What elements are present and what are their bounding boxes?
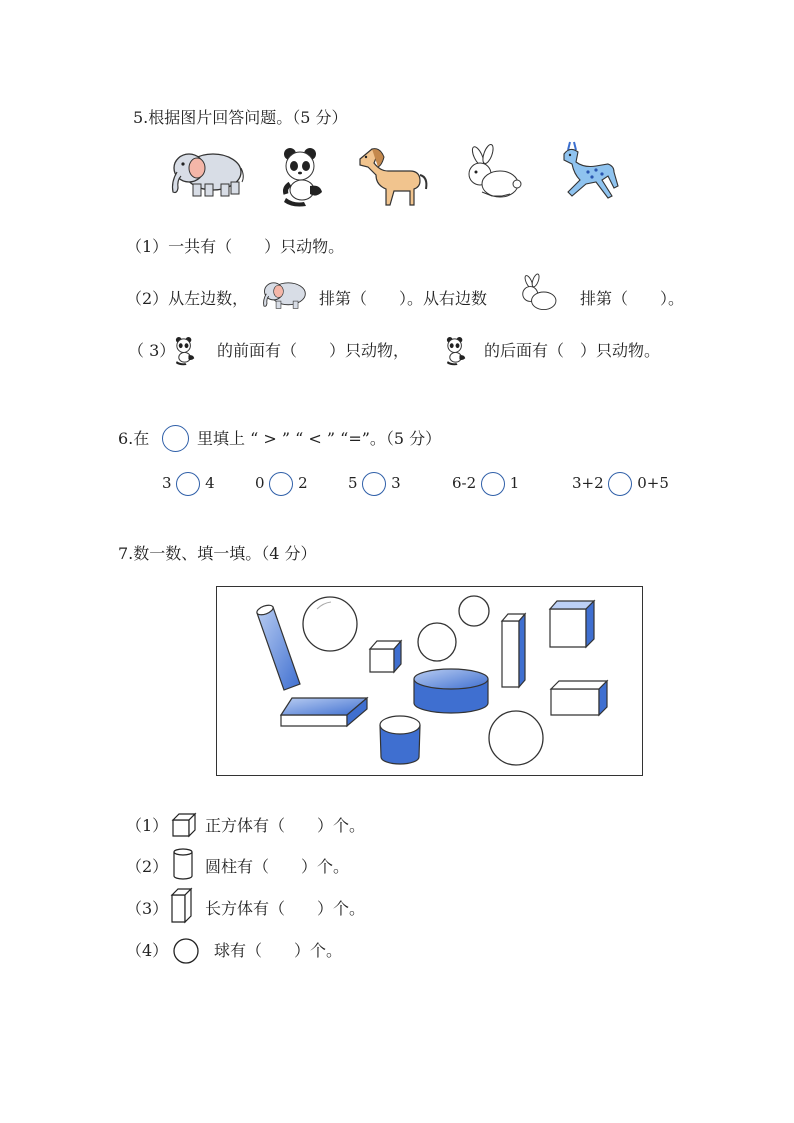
q7-row-3-num: （3） [126, 899, 169, 918]
cuboid-icon [170, 888, 194, 928]
q6-item-5-right: 0+5 [637, 474, 669, 492]
cube-large [550, 601, 594, 647]
cube-small [370, 641, 401, 672]
compare-circle-2[interactable] [269, 472, 293, 496]
rabbit-small-icon [518, 276, 560, 316]
horse-icon [354, 145, 430, 213]
q6-title-post: 里填上 “ > ” “ < ” “=”。（5 分） [197, 429, 442, 448]
panda-small-icon-1 [172, 333, 202, 373]
elephant-small-icon [259, 278, 309, 316]
q7-row-4-num: （4） [126, 941, 169, 960]
q7-row-1-num: （1） [126, 816, 169, 835]
q6-title-pre: 6.在 [118, 429, 150, 448]
q5-sub2-part2: 排第（ ）。从右边数 [319, 289, 488, 308]
sphere-small [459, 596, 489, 626]
cuboid-tall [502, 614, 525, 687]
elephant-icon [165, 148, 247, 204]
cuboid-slab [281, 698, 367, 726]
compare-circle-3[interactable] [362, 472, 386, 496]
q6-item-3-right: 3 [391, 474, 401, 492]
q7-row-2-num: （2） [126, 857, 169, 876]
sphere-bottom [489, 711, 543, 765]
sphere-large [303, 597, 357, 651]
q6-item-5 [572, 472, 669, 496]
q6-item-2-left: 0 [255, 474, 265, 492]
panda-icon [276, 146, 338, 212]
q6-item-1 [162, 472, 215, 496]
deer-icon [556, 140, 620, 206]
shapes-picture [217, 587, 644, 777]
cylinder-slanted [256, 603, 300, 690]
q7-row-2-text: 圆柱有（ ）个。 [205, 857, 350, 876]
cylinder-icon [172, 848, 194, 884]
q7-title: 7.数一数、填一填。（4 分） [118, 544, 317, 563]
q6-item-3-left: 5 [348, 474, 358, 492]
compare-circle-1[interactable] [176, 472, 200, 496]
compare-circle-example-icon [162, 425, 189, 452]
q5-sub3-part3: 的后面有（ ）只动物。 [484, 341, 661, 360]
panda-small-icon-2 [443, 333, 473, 373]
q5-sub2-part3: 排第（ ）。 [580, 289, 685, 308]
q7-row-4-text: 球有（ ）个。 [214, 941, 343, 960]
cylinder-small [380, 716, 420, 764]
q5-sub1: （1）一共有（ ）只动物。 [126, 237, 345, 256]
q7-row-1-text: 正方体有（ ）个。 [205, 816, 366, 835]
q6-item-4-left: 6-2 [452, 474, 477, 492]
compare-circle-4[interactable] [481, 472, 505, 496]
q6-item-5-left: 3+2 [572, 474, 604, 492]
shapes-picture-frame [216, 586, 643, 776]
q6-item-2-right: 2 [298, 474, 308, 492]
q7-row-3-text: 长方体有（ ）个。 [205, 899, 366, 918]
rabbit-icon [462, 148, 524, 204]
q5-sub3-part1: （ 3） [128, 341, 176, 360]
q5-sub3-part2: 的前面有（ ）只动物， [217, 341, 410, 360]
sphere-icon [172, 937, 200, 969]
q6-item-1-right: 4 [205, 474, 215, 492]
sphere-medium [418, 623, 456, 661]
cylinder-flat [414, 669, 488, 713]
q5-title: 5.根据图片回答问题。（5 分） [133, 108, 348, 127]
q6-item-1-left: 3 [162, 474, 172, 492]
q6-item-2 [255, 472, 308, 496]
cube-icon [171, 812, 197, 842]
compare-circle-5[interactable] [608, 472, 632, 496]
q6-item-4 [452, 472, 519, 496]
cuboid-right [551, 681, 607, 715]
q5-sub2-part1: （2）从左边数， [126, 289, 249, 308]
q6-item-3 [348, 472, 401, 496]
q6-item-4-right: 1 [509, 474, 520, 492]
